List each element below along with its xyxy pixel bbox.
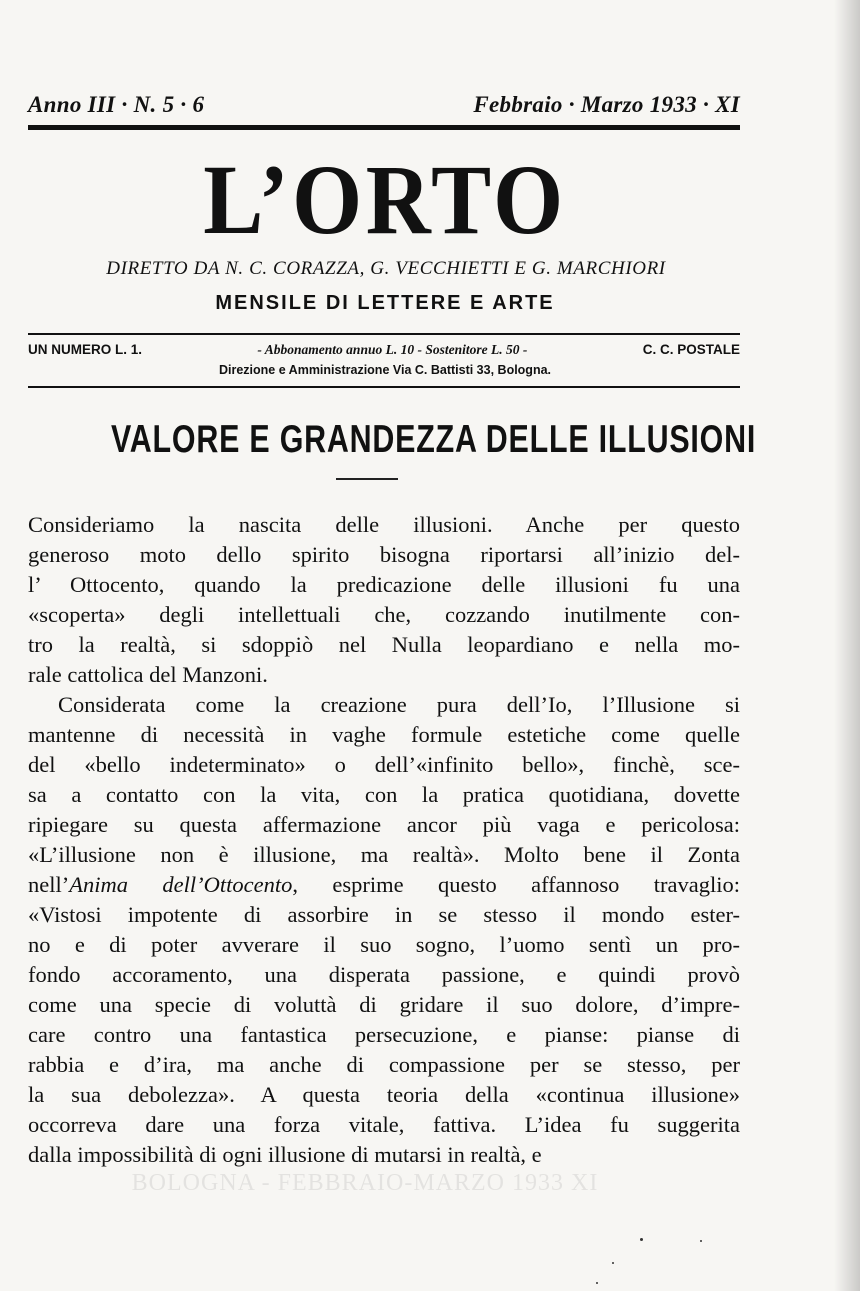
article-body [28, 510, 740, 1170]
info-bottom-rule [28, 386, 740, 388]
article-line: fondo accoramento, una disperata passione, e quindi provò [28, 962, 740, 987]
directors-line: DIRETTO DA N. C. CORAZZA, G. VECCHIETTI E G. MARCHIORI [106, 258, 666, 279]
subtitle-line: MENSILE DI LETTERE E ARTE [215, 292, 555, 314]
article-line: tro la realtà, si sdoppiò nel Nulla leopardiano e nella mo- [28, 632, 740, 657]
issue-number: Anno III · N. 5 · 6 [28, 92, 205, 117]
issue-price: UN NUMERO L. 1. [28, 342, 143, 357]
article-line: dalla impossibilità di ogni illusione di mutarsi in realtà, e [28, 1142, 542, 1167]
article-line: sa a contatto con la vita, con la pratica quotidiana, dovette [28, 782, 740, 807]
article-line: nell’Anima dell’Ottocento, esprime questo affannoso travaglio: [28, 872, 741, 897]
article-line: Consideriamo la nascita delle illusioni. Anche per questo [28, 512, 740, 537]
masthead-title: L’ORTO [203, 144, 567, 255]
article-line: mantenne di necessità in vaghe formule estetiche come quelle [28, 722, 740, 747]
article-line: generoso moto dello spirito bisogna riportarsi all’inizio del- [28, 542, 740, 567]
info-row [28, 342, 740, 358]
article-line: l’ Ottocento, quando la predicazione delle illusioni fu una [28, 572, 740, 597]
article-line: «scoperta» degli intellettuali che, cozzando inutilmente con- [28, 602, 740, 627]
address-line: Direzione e Amministrazione Via C. Battisti 33, Bologna. [218, 363, 552, 377]
article-line: «Vistosi impotente di assorbire in se stesso il mondo ester- [28, 902, 740, 927]
title-separator [336, 478, 398, 480]
article-line: come una specie di voluttà di gridare il suo dolore, d’impre- [28, 992, 740, 1017]
article-line: rale cattolica del Manzoni. [28, 662, 268, 687]
issue-header [28, 92, 740, 118]
article-line: Considerata come la creazione pura dell’Io, l’Illusione si [58, 692, 740, 717]
article-line: ripiegare su questa affermazione ancor più vaga e pericolosa: [28, 812, 740, 837]
article-line: la sua debolezza». A questa teoria della «continua illusione» [28, 1082, 740, 1107]
speckle [596, 1282, 598, 1284]
show-through-text: BOLOGNA - FEBBRAIO-MARZO 1933 XI [131, 1170, 599, 1196]
speckle [700, 1240, 702, 1242]
page-edge-shadow [834, 0, 860, 1291]
article-line: rabbia e d’ira, ma anche di compassione per se stesso, per [28, 1052, 740, 1077]
speckle [612, 1262, 614, 1264]
header-rule [28, 125, 740, 130]
article-line: del «bello indeterminato» o dell’«infinito bello», finchè, sce- [28, 752, 740, 777]
info-top-rule [28, 333, 740, 335]
subscription-info: - Abbonamento annuo L. 10 - Sostenitore L. 50 - [257, 342, 528, 357]
article-line: care contro una fantastica persecuzione, e pianse: pianse di [28, 1022, 740, 1047]
article-line: no e di poter avverare il suo sogno, l’uomo sentì un pro- [28, 932, 740, 957]
article-line: «L’illusione non è illusione, ma realtà». Molto bene il Zonta [28, 842, 740, 867]
article-title: VALORE E GRANDEZZA DELLE ILLUSIONI [111, 418, 757, 461]
speckle [640, 1238, 643, 1241]
article-line: occorreva dare una forza vitale, fattiva. L’idea fu suggerita [28, 1112, 740, 1137]
postal-account: C. C. POSTALE [642, 342, 740, 357]
issue-date: Febbraio · Marzo 1933 · XI [473, 92, 740, 117]
